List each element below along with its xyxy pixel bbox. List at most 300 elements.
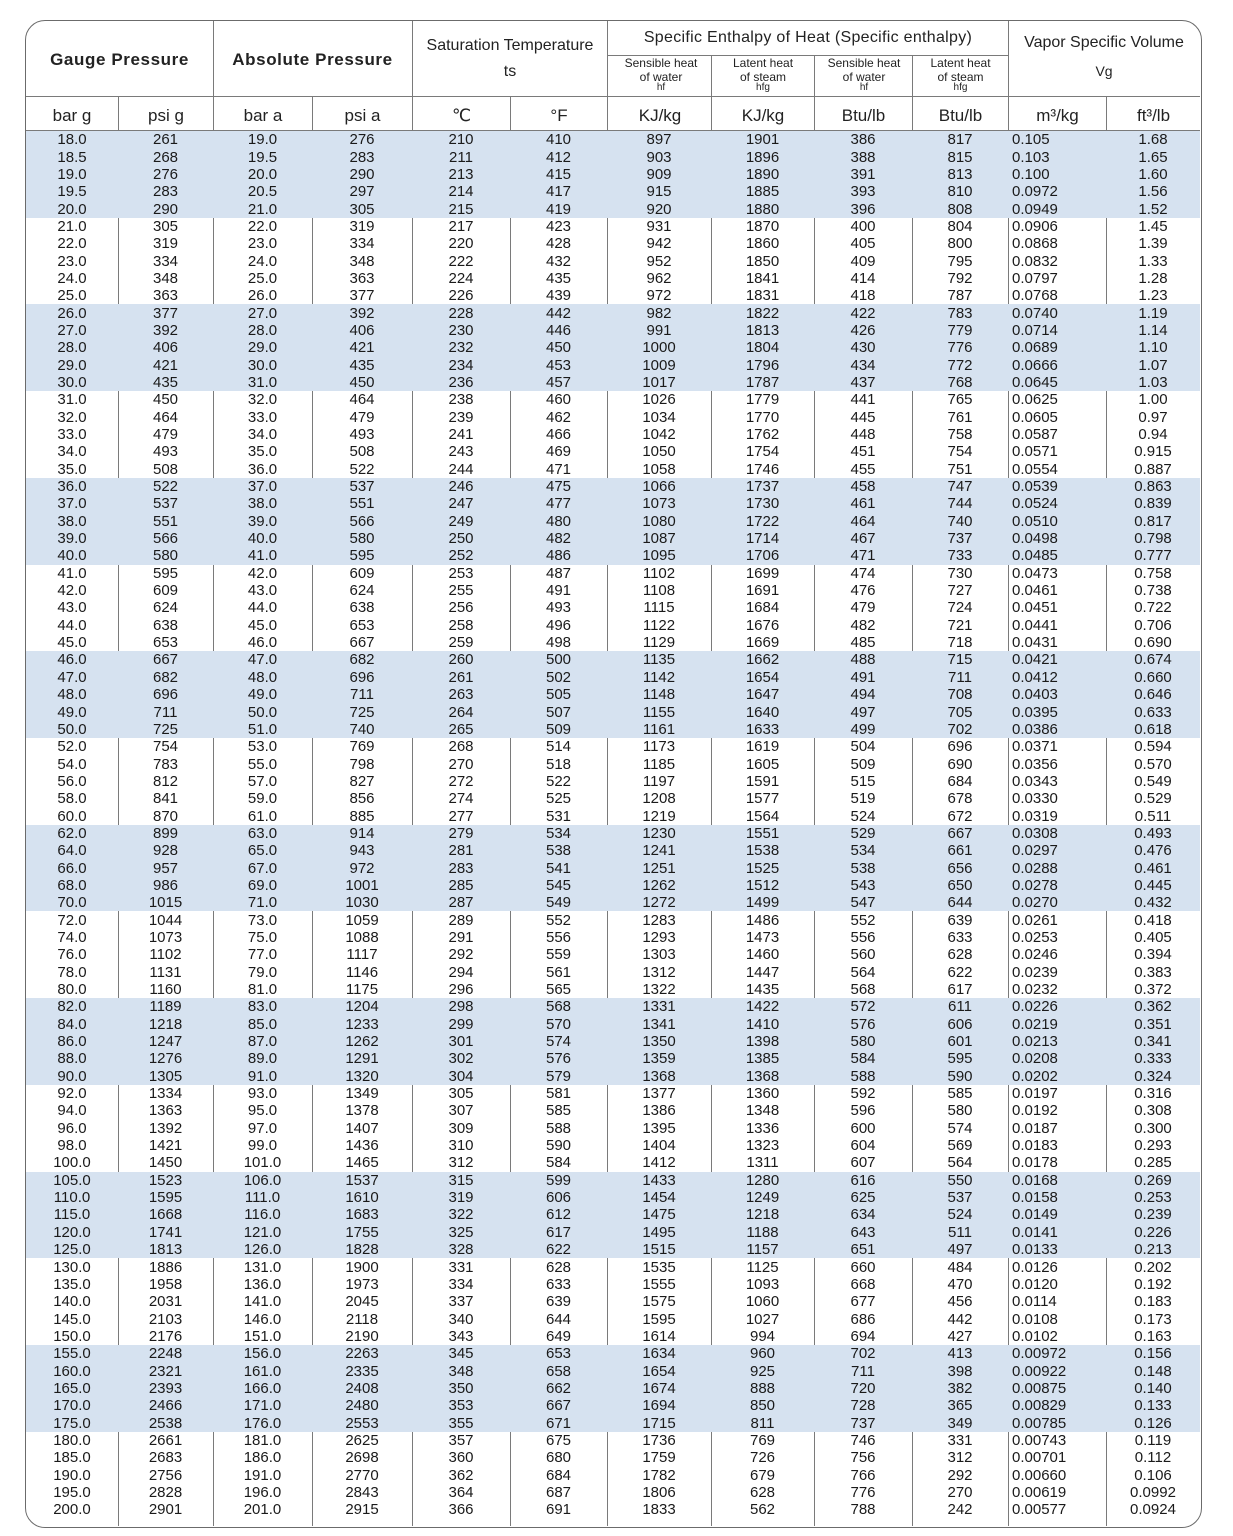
cell-bar-a: 53.0 [247, 738, 278, 756]
cell-bar-a: 73.0 [247, 911, 278, 929]
cell-vg-ft3-lb: 0.112 [1134, 1449, 1172, 1467]
cell-hf-btu-lb: 592 [850, 1085, 876, 1103]
cell-bar-a: 38.0 [213, 495, 312, 512]
cell-vg-m3-kg: 0.00785 [1008, 1414, 1106, 1431]
cell-psi-a: 653 [349, 616, 375, 634]
cell-hf-kj-kg: 952 [646, 252, 672, 270]
unit-fahrenheit: °F [550, 106, 568, 125]
unit-ft3-lb: ft³/lb [1136, 106, 1171, 125]
cell-hf-kj-kg: 1241 [607, 842, 711, 859]
table-row [26, 374, 1200, 391]
cell-vg-m3-kg: 0.0192 [1012, 1102, 1058, 1120]
table-row [26, 1016, 1200, 1033]
cell-hfg-btu-lb: 705 [912, 703, 1008, 720]
cell-vg-m3-kg: 0.0441 [1012, 616, 1058, 634]
cell-bar-a: 151.0 [243, 1327, 282, 1345]
cell-hf-kj-kg: 1614 [642, 1327, 676, 1345]
cell-vg-ft3-lb: 1.19 [1106, 304, 1200, 321]
cell-psi-g: 392 [118, 322, 213, 339]
cell-psi-g: 450 [152, 391, 179, 409]
cell-hf-btu-lb: 524 [850, 807, 876, 825]
cell-temp-f: 466 [545, 426, 572, 444]
table-row [26, 1449, 1200, 1466]
enthalpy-sub-2 [713, 57, 813, 93]
cell-hf-kj-kg: 1017 [607, 374, 711, 391]
cell-hfg-kj-kg: 769 [749, 1431, 776, 1449]
cell-temp-f: 415 [510, 166, 607, 183]
table-row [26, 235, 1200, 252]
cell-temp-c: 230 [412, 322, 510, 339]
cell-hfg-btu-lb: 815 [912, 148, 1008, 165]
cell-psi-a: 827 [349, 772, 375, 790]
cell-bar-g: 36.0 [26, 478, 118, 495]
cell-temp-f: 518 [545, 755, 572, 773]
cell-vg-m3-kg: 0.0768 [1012, 287, 1058, 305]
cell-hfg-btu-lb: 661 [912, 842, 1008, 859]
cell-vg-ft3-lb: 0.690 [1134, 634, 1172, 652]
cell-vg-ft3-lb: 0.253 [1106, 1189, 1200, 1206]
cell-bar-a: 141.0 [243, 1293, 282, 1311]
cell-psi-a: 2915 [345, 1501, 379, 1519]
cell-temp-f: 617 [510, 1224, 607, 1241]
cell-bar-g: 82.0 [26, 998, 118, 1015]
cell-vg-ft3-lb: 0.618 [1106, 721, 1200, 738]
cell-hf-btu-lb: 604 [850, 1137, 876, 1155]
cell-vg-m3-kg: 0.0239 [1012, 963, 1058, 981]
cell-psi-a: 1683 [312, 1206, 412, 1223]
cell-temp-f: 687 [545, 1483, 572, 1501]
cell-bar-a: 57.0 [247, 772, 278, 790]
cell-hfg-kj-kg: 1804 [711, 339, 814, 356]
cell-hf-kj-kg: 1115 [643, 599, 675, 617]
cell-vg-ft3-lb: 0.163 [1134, 1327, 1172, 1345]
cell-hf-btu-lb: 694 [850, 1327, 876, 1345]
cell-bar-g: 31.0 [57, 391, 87, 409]
cell-hf-btu-lb: 534 [814, 842, 912, 859]
cell-hf-kj-kg: 1303 [642, 946, 676, 964]
cell-vg-m3-kg: 0.0666 [1008, 356, 1106, 373]
cell-hfg-btu-lb: 678 [947, 790, 973, 808]
cell-vg-m3-kg: 0.0473 [1012, 564, 1058, 582]
cell-psi-g: 2683 [148, 1449, 183, 1467]
cell-hfg-kj-kg: 1564 [745, 807, 780, 825]
cell-hf-kj-kg: 1050 [642, 443, 676, 461]
cell-temp-c: 337 [448, 1293, 474, 1311]
cell-vg-m3-kg: 0.0330 [1012, 790, 1058, 808]
cell-bar-g: 35.0 [57, 460, 87, 478]
enthalpy-sub-3-line2: of water [842, 70, 886, 84]
cell-temp-c: 274 [448, 790, 474, 808]
cell-bar-g: 78.0 [57, 963, 87, 981]
cell-temp-c: 340 [448, 1310, 474, 1328]
cell-temp-f: 435 [545, 269, 572, 287]
cell-hf-kj-kg: 1108 [642, 582, 676, 600]
cell-temp-f: 432 [545, 252, 572, 270]
cell-temp-c: 343 [448, 1327, 474, 1345]
cell-hf-kj-kg: 903 [607, 148, 711, 165]
cell-vg-m3-kg: 0.0183 [1012, 1137, 1058, 1155]
enthalpy-sub-1-line2: of water [639, 70, 683, 84]
cell-bar-g: 54.0 [57, 755, 87, 773]
cell-hf-kj-kg: 982 [607, 304, 711, 321]
cell-hf-btu-lb: 576 [814, 1016, 912, 1033]
cell-hf-btu-lb: 651 [814, 1241, 912, 1258]
cell-hfg-btu-lb: 795 [947, 252, 973, 270]
cell-hf-btu-lb: 497 [814, 703, 912, 720]
table-row [26, 1432, 1200, 1449]
cell-hfg-btu-lb: 779 [912, 322, 1008, 339]
cell-psi-g: 493 [152, 443, 179, 461]
cell-hfg-kj-kg: 1422 [711, 998, 814, 1015]
cell-temp-f: 502 [510, 669, 607, 686]
cell-psi-a: 305 [312, 200, 412, 217]
cell-vg-m3-kg: 0.0120 [1012, 1275, 1058, 1293]
cell-bar-a: 171.0 [213, 1397, 312, 1414]
table-row [26, 634, 1200, 651]
cell-hfg-kj-kg: 1779 [745, 391, 780, 409]
cell-psi-g: 276 [118, 166, 213, 183]
cell-vg-ft3-lb: 0.119 [1134, 1431, 1172, 1449]
cell-bar-g: 22.0 [57, 235, 87, 253]
cell-psi-a: 2045 [345, 1293, 379, 1311]
cell-bar-g: 125.0 [26, 1241, 118, 1258]
cell-temp-c: 243 [448, 443, 474, 461]
cell-hfg-btu-lb: 817 [912, 131, 1008, 148]
cell-hf-kj-kg: 1272 [607, 894, 711, 911]
cell-hf-kj-kg: 1026 [642, 391, 676, 409]
cell-hf-kj-kg: 1595 [642, 1310, 676, 1328]
cell-vg-m3-kg: 0.0740 [1008, 304, 1106, 321]
cell-hf-btu-lb: 584 [814, 1050, 912, 1067]
cell-hf-btu-lb: 515 [850, 772, 876, 790]
cell-temp-c: 252 [412, 547, 510, 564]
cell-vg-ft3-lb: 0.549 [1134, 772, 1172, 790]
cell-bar-g: 29.0 [26, 356, 118, 373]
cell-temp-f: 541 [510, 859, 607, 876]
cell-hfg-kj-kg: 1323 [745, 1137, 780, 1155]
cell-hfg-btu-lb: 804 [947, 217, 973, 235]
cell-vg-m3-kg: 0.0126 [1012, 1258, 1058, 1276]
cell-psi-a: 2408 [312, 1380, 412, 1397]
cell-psi-a: 1204 [312, 998, 412, 1015]
cell-vg-ft3-lb: 0.293 [1134, 1137, 1172, 1155]
table-row [26, 825, 1200, 842]
cell-temp-c: 296 [448, 981, 474, 999]
cell-hf-kj-kg: 1475 [607, 1206, 711, 1223]
cell-temp-c: 241 [448, 426, 474, 444]
table-row [26, 1120, 1200, 1137]
cell-hfg-btu-lb: 721 [947, 616, 973, 634]
cell-hf-btu-lb: 572 [814, 998, 912, 1015]
cell-hfg-kj-kg: 1870 [745, 217, 780, 235]
cell-vg-m3-kg: 0.0158 [1008, 1189, 1106, 1206]
cell-hfg-kj-kg: 1647 [711, 686, 814, 703]
table-row [26, 1189, 1200, 1206]
cell-vg-ft3-lb: 0.445 [1106, 877, 1200, 894]
enthalpy-sub-4 [913, 57, 1008, 93]
cell-hf-kj-kg: 1080 [607, 513, 711, 530]
cell-temp-c: 217 [448, 217, 474, 235]
cell-bar-g: 25.0 [57, 287, 87, 305]
cell-temp-c: 345 [412, 1345, 510, 1362]
cell-vg-ft3-lb: 0.173 [1134, 1310, 1172, 1328]
cell-bar-g: 130.0 [53, 1258, 91, 1276]
cell-vg-ft3-lb: 0.362 [1106, 998, 1200, 1015]
cell-hfg-btu-lb: 787 [947, 287, 973, 305]
cell-hfg-kj-kg: 1551 [711, 825, 814, 842]
cell-temp-c: 261 [412, 669, 510, 686]
cell-psi-g: 2756 [148, 1466, 183, 1484]
cell-psi-g: 754 [152, 738, 179, 756]
enthalpy-sub-1-symbol: hf [656, 82, 666, 93]
cell-vg-m3-kg: 0.0645 [1008, 374, 1106, 391]
cell-bar-a: 30.0 [213, 356, 312, 373]
cell-bar-g: 74.0 [57, 928, 87, 946]
cell-vg-ft3-lb: 1.10 [1106, 339, 1200, 356]
cell-hf-btu-lb: 434 [814, 356, 912, 373]
cell-temp-c: 289 [448, 911, 474, 929]
cell-vg-ft3-lb: 0.308 [1134, 1102, 1172, 1120]
cell-hfg-btu-lb: 690 [947, 755, 973, 773]
cell-bar-g: 46.0 [26, 651, 118, 668]
table-row [26, 1137, 1200, 1154]
cell-psi-g: 1073 [148, 928, 183, 946]
cell-hf-kj-kg: 1433 [607, 1172, 711, 1189]
cell-temp-c: 259 [448, 634, 474, 652]
cell-hfg-kj-kg: 1714 [711, 530, 814, 547]
cell-hfg-kj-kg: 1684 [745, 599, 780, 617]
cell-bar-g: 39.0 [26, 530, 118, 547]
cell-bar-g: 72.0 [57, 911, 87, 929]
cell-hfg-btu-lb: 622 [947, 963, 973, 981]
cell-temp-f: 500 [510, 651, 607, 668]
cell-psi-g: 1886 [148, 1258, 183, 1276]
cell-bar-g: 88.0 [26, 1050, 118, 1067]
cell-bar-g: 28.0 [26, 339, 118, 356]
cell-bar-a: 75.0 [247, 928, 278, 946]
cell-bar-a: 67.0 [213, 859, 312, 876]
cell-hf-kj-kg: 1262 [607, 877, 711, 894]
cell-hfg-btu-lb: 580 [947, 1102, 973, 1120]
cell-bar-g: 27.0 [26, 322, 118, 339]
cell-hfg-kj-kg: 1577 [745, 790, 780, 808]
cell-psi-a: 363 [349, 269, 375, 287]
cell-psi-a: 2480 [312, 1397, 412, 1414]
cell-temp-c: 315 [412, 1172, 510, 1189]
cell-bar-a: 25.0 [247, 269, 278, 287]
cell-psi-g: 1392 [148, 1119, 183, 1137]
cell-hfg-kj-kg: 1885 [711, 183, 814, 200]
cell-temp-f: 684 [545, 1466, 572, 1484]
table-row [26, 1328, 1200, 1345]
unit-kj-kg-latent: KJ/kg [741, 106, 785, 125]
cell-hf-kj-kg: 1454 [607, 1189, 711, 1206]
cell-hf-kj-kg: 1495 [607, 1224, 711, 1241]
cell-bar-g: 150.0 [53, 1327, 91, 1345]
cell-vg-m3-kg: 0.0371 [1012, 738, 1058, 756]
cell-psi-g: 1015 [118, 894, 213, 911]
cell-vg-ft3-lb: 1.14 [1106, 322, 1200, 339]
cell-temp-c: 249 [412, 513, 510, 530]
cell-bar-g: 200.0 [53, 1501, 91, 1519]
cell-psi-a: 334 [349, 235, 375, 253]
cell-hfg-kj-kg: 1336 [745, 1119, 780, 1137]
cell-psi-g: 435 [118, 374, 213, 391]
cell-temp-c: 226 [448, 287, 474, 305]
cell-psi-a: 1537 [312, 1172, 412, 1189]
cell-vg-ft3-lb: 1.65 [1106, 148, 1200, 165]
cell-vg-ft3-lb: 1.56 [1106, 183, 1200, 200]
cell-bar-a: 176.0 [213, 1414, 312, 1431]
cell-vg-m3-kg: 0.0219 [1008, 1016, 1106, 1033]
cell-hfg-btu-lb: 656 [912, 859, 1008, 876]
cell-psi-g: 421 [118, 356, 213, 373]
cell-bar-g: 110.0 [26, 1189, 118, 1206]
cell-bar-a: 23.0 [247, 235, 278, 253]
cell-temp-c: 364 [448, 1483, 474, 1501]
cell-vg-m3-kg: 0.0208 [1008, 1050, 1106, 1067]
cell-vg-ft3-lb: 0.269 [1106, 1172, 1200, 1189]
cell-psi-g: 2393 [118, 1380, 213, 1397]
cell-vg-m3-kg: 0.0108 [1012, 1310, 1058, 1328]
cell-hfg-kj-kg: 1706 [711, 547, 814, 564]
cell-psi-a: 624 [349, 582, 375, 600]
unit-m3-kg: m³/kg [1036, 106, 1079, 125]
cell-hfg-btu-lb: 585 [947, 1085, 973, 1103]
table-row [26, 755, 1200, 772]
cell-psi-g: 725 [118, 721, 213, 738]
cell-hfg-kj-kg: 994 [749, 1327, 776, 1345]
cell-vg-m3-kg: 0.0232 [1012, 981, 1058, 999]
absolute-pressure-header: Absolute Pressure [232, 50, 393, 69]
cell-psi-g: 1595 [118, 1189, 213, 1206]
cell-psi-g: 2103 [148, 1310, 183, 1328]
cell-bar-g: 48.0 [26, 686, 118, 703]
cell-temp-c: 292 [448, 946, 474, 964]
table-row [26, 1172, 1200, 1189]
cell-psi-a: 283 [312, 148, 412, 165]
cell-hf-btu-lb: 616 [814, 1172, 912, 1189]
cell-psi-g: 305 [152, 217, 179, 235]
cell-hfg-kj-kg: 1060 [745, 1293, 780, 1311]
cell-vg-m3-kg: 0.0386 [1008, 721, 1106, 738]
cell-hfg-btu-lb: 800 [947, 235, 973, 253]
cell-temp-c: 246 [412, 478, 510, 495]
cell-bar-g: 32.0 [57, 408, 87, 426]
cell-temp-f: 649 [545, 1327, 572, 1345]
cell-temp-c: 215 [412, 200, 510, 217]
table-row [26, 929, 1200, 946]
cell-bar-a: 99.0 [247, 1137, 278, 1155]
cell-hf-kj-kg: 1322 [642, 981, 676, 999]
cell-hf-kj-kg: 1404 [642, 1137, 676, 1155]
table-row [26, 721, 1200, 738]
cell-temp-f: 471 [545, 460, 572, 478]
table-row [26, 1380, 1200, 1397]
cell-hf-btu-lb: 711 [814, 1362, 912, 1379]
cell-vg-ft3-lb: 0.394 [1134, 946, 1172, 964]
enthalpy-sub-3-symbol: hf [859, 82, 869, 93]
cell-temp-f: 480 [510, 513, 607, 530]
cell-hfg-kj-kg: 1796 [711, 356, 814, 373]
gauge-pressure-header: Gauge Pressure [50, 50, 189, 69]
cell-vg-ft3-lb: 0.660 [1106, 669, 1200, 686]
cell-hf-kj-kg: 920 [607, 200, 711, 217]
cell-hfg-btu-lb: 524 [912, 1206, 1008, 1223]
cell-bar-g: 34.0 [57, 443, 87, 461]
cell-bar-a: 161.0 [213, 1362, 312, 1379]
cell-bar-g: 195.0 [53, 1483, 91, 1501]
cell-temp-f: 552 [545, 911, 572, 929]
cell-bar-g: 155.0 [26, 1345, 118, 1362]
cell-temp-f: 446 [510, 322, 607, 339]
table-row [26, 1293, 1200, 1310]
cell-vg-ft3-lb: 0.213 [1106, 1241, 1200, 1258]
cell-hfg-kj-kg: 811 [711, 1414, 814, 1431]
cell-hf-kj-kg: 1759 [642, 1449, 676, 1467]
cell-hf-btu-lb: 393 [814, 183, 912, 200]
cell-vg-m3-kg: 0.00875 [1008, 1380, 1106, 1397]
cell-psi-a: 580 [312, 530, 412, 547]
cell-hfg-btu-lb: 331 [947, 1431, 973, 1449]
table-row [26, 894, 1200, 911]
cell-hfg-btu-lb: 537 [912, 1189, 1008, 1206]
cell-hfg-kj-kg: 1640 [711, 703, 814, 720]
cell-hf-btu-lb: 519 [850, 790, 876, 808]
cell-bar-a: 146.0 [243, 1310, 282, 1328]
cell-psi-a: 2118 [345, 1310, 379, 1328]
cell-temp-f: 565 [545, 981, 572, 999]
cell-hf-btu-lb: 476 [850, 582, 876, 600]
cell-vg-ft3-lb: 0.758 [1134, 564, 1172, 582]
enthalpy-sub-4-line1: Latent heat [930, 56, 991, 70]
cell-psi-a: 1320 [312, 1068, 412, 1085]
cell-hfg-btu-lb: 633 [947, 928, 973, 946]
cell-bar-a: 51.0 [213, 721, 312, 738]
cell-bar-g: 42.0 [57, 582, 87, 600]
cell-hfg-kj-kg: 1360 [745, 1085, 780, 1103]
cell-vg-m3-kg: 0.0539 [1008, 478, 1106, 495]
cell-vg-m3-kg: 0.0832 [1012, 252, 1058, 270]
cell-temp-f: 514 [545, 738, 572, 756]
cell-psi-a: 2263 [312, 1345, 412, 1362]
cell-hf-kj-kg: 1087 [607, 530, 711, 547]
table-row [26, 790, 1200, 807]
cell-hf-kj-kg: 962 [646, 269, 672, 287]
cell-hfg-btu-lb: 650 [912, 877, 1008, 894]
cell-bar-g: 98.0 [57, 1137, 87, 1155]
cell-bar-a: 201.0 [243, 1501, 282, 1519]
cell-hfg-kj-kg: 1822 [711, 304, 814, 321]
cell-temp-c: 214 [412, 183, 510, 200]
cell-temp-f: 439 [545, 287, 572, 305]
cell-hfg-kj-kg: 1860 [745, 235, 780, 253]
cell-psi-g: 290 [118, 200, 213, 217]
cell-vg-m3-kg: 0.00922 [1008, 1362, 1106, 1379]
vapor-specific-volume-header: Vapor Specific Volume [1024, 34, 1184, 51]
cell-hf-btu-lb: 568 [850, 981, 876, 999]
cell-psi-g: 1102 [149, 946, 182, 964]
cell-hf-btu-lb: 596 [850, 1102, 876, 1120]
cell-temp-f: 450 [510, 339, 607, 356]
cell-temp-f: 667 [510, 1397, 607, 1414]
cell-hf-btu-lb: 720 [814, 1380, 912, 1397]
enthalpy-divider [608, 55, 1008, 56]
cell-temp-f: 658 [510, 1362, 607, 1379]
cell-temp-f: 680 [545, 1449, 572, 1467]
enthalpy-sub-2-line1: Latent heat [732, 56, 794, 70]
cell-psi-a: 2335 [312, 1362, 412, 1379]
